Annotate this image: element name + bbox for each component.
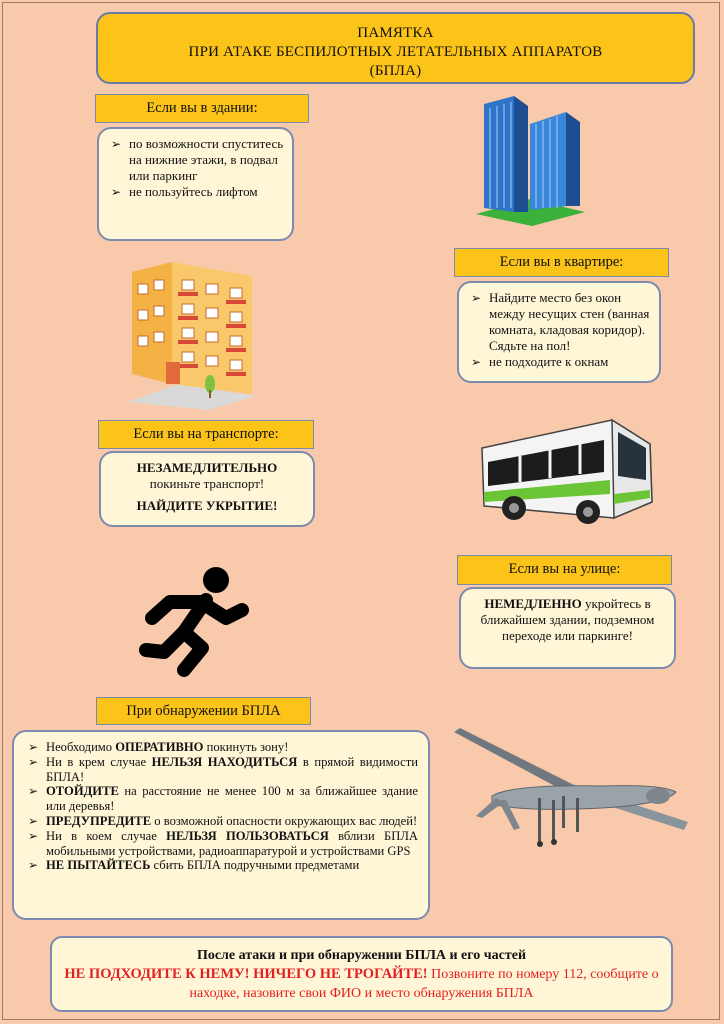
bullet-arrow-icon: ➢ (471, 291, 482, 305)
transport-urgent-text: НЕЗАМЕДЛИТЕЛЬНО (136, 460, 278, 475)
footer-heading: После атаки и при обнаружении БПЛА и его частей (196, 948, 527, 963)
street-label: Если вы на улице: (457, 555, 672, 585)
list-item: ➢ Необходимо ОПЕРАТИВНО покинуть зону! (28, 740, 289, 754)
page-title (96, 12, 695, 84)
bullet-arrow-icon: ➢ (111, 185, 122, 199)
list-item: ➢ не пользуйтесь лифтом (111, 184, 258, 199)
bullet-arrow-icon: ➢ (28, 813, 39, 828)
list-item: ➢ ОТОЙДИТЕ на расстояние не менее 100 м за ближайшее здание или деревья! (28, 784, 418, 814)
footer-warning-text: НЕ ПОДХОДИТЕ К НЕМУ! НИЧЕГО НЕ ТРОГАЙТЕ! (64, 966, 428, 982)
list-item: ➢ по возможности спуститесь на нижние этажи, в подвал или паркинг (111, 136, 284, 183)
title-line-2: ПРИ АТАКЕ БЕСПИЛОТНЫХ ЛЕТАТЕЛЬНЫХ АППАРАТОВ (188, 44, 603, 60)
street-card (459, 587, 676, 669)
bus-icon (480, 410, 656, 530)
building-card (97, 127, 294, 241)
title-line-3: (БПЛА) (369, 63, 422, 79)
list-item: ➢ НЕ ПЫТАЙТЕСЬ сбить БПЛА подручными предметами (28, 858, 360, 873)
title-line-1: ПАМЯТКА (357, 25, 434, 41)
bullet-arrow-icon: ➢ (28, 858, 39, 873)
bullet-arrow-icon: ➢ (471, 355, 482, 369)
footer-body (52, 965, 671, 1003)
bullet-arrow-icon: ➢ (28, 828, 39, 843)
uav-card (12, 730, 430, 920)
list-item: ➢ не подходите к окнам (471, 354, 609, 369)
building-label: Если вы в здании: (95, 94, 309, 123)
bullet-arrow-icon: ➢ (28, 784, 39, 799)
running-person-icon (140, 566, 250, 678)
apartment-label: Если вы в квартире: (454, 248, 669, 277)
transport-shelter-text: НАЙДИТЕ УКРЫТИЕ! (136, 498, 278, 513)
transport-label: Если вы на транспорте: (98, 420, 314, 449)
street-urgent-text: НЕМЕДЛЕННО (484, 596, 582, 611)
bullet-arrow-icon: ➢ (28, 754, 39, 769)
skyscraper-icon (470, 94, 590, 226)
list-item: ➢ Найдите место без окон между несущих стен (ванная комната, кладовая коридор). Сядьте на пол! (471, 290, 650, 353)
uav-label: При обнаружении БПЛА (96, 697, 311, 725)
bullet-arrow-icon: ➢ (28, 740, 39, 754)
list-item: ➢ Ни в крем случае НЕЛЬЗЯ НАХОДИТЬСЯ в прямой видимости БПЛА! (28, 754, 418, 784)
apartment-card (457, 281, 661, 383)
footer-instruction-text: Позвоните по номеру 112, сообщите о находке, назовите свои ФИО и место обнаружения БПЛА (189, 967, 659, 1001)
drone-icon (452, 726, 692, 856)
list-item: ➢ ПРЕДУПРЕДИТЕ о возможной опасности окружающих вас людей! (28, 813, 418, 828)
bullet-arrow-icon: ➢ (111, 137, 122, 151)
footer-notice (50, 936, 673, 1012)
transport-instruction-text: покиньте транспорт! (149, 476, 265, 491)
transport-card (99, 451, 315, 527)
apartment-building-icon (128, 254, 256, 410)
list-item: ➢ Ни в коем случае НЕЛЬЗЯ ПОЛЬЗОВАТЬСЯ вблизи БПЛА мобильными устройствами, радиоаппаратурой и устройствами GPS (28, 828, 418, 858)
street-instruction-text: укройтесь в ближайшем здании, подземном переходе или паркинге! (480, 596, 655, 643)
